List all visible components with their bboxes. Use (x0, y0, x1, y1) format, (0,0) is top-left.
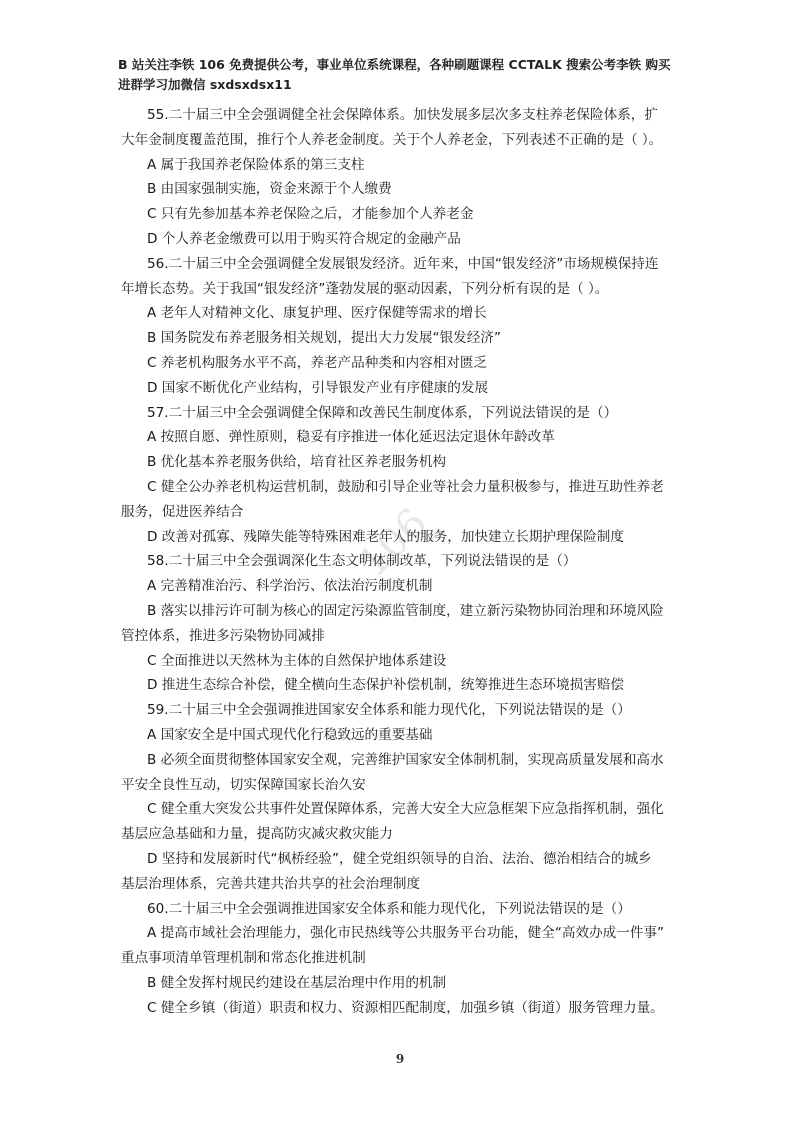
question-55 (121, 103, 684, 252)
question-stem: 57.二十届三中全会强调健全保障和改善民生制度体系，下列说法错误的是（） (147, 404, 618, 421)
option-b: B 由国家强制实施，资金来源于个人缴费 (147, 181, 392, 198)
question-stem: 60.二十届三中全会强调推进国家安全体系和能力现代化，下列说法错误的是（） (147, 900, 631, 917)
page-header (118, 55, 708, 95)
question-stem: 年增长态势。关于我国“银发经济”蓬勃发展的驱动因素，下列分析有误的是（ ）。 (121, 280, 609, 297)
question-stem: 大年金制度覆盖范围，推行个人养老金制度。关于个人养老金，下列表述不正确的是（ ）。 (121, 131, 663, 148)
question-60 (121, 897, 684, 1021)
option-c: C 健全乡镇（街道）职责和权力、资源相匹配制度，加强乡镇（街道）服务管理力量。 (147, 999, 664, 1016)
option-d-continued: 基层治理体系，完善共建共治共享的社会治理制度 (121, 875, 421, 892)
option-d: D 改善对孤寡、残障失能等特殊困难老年人的服务，加快建立长期护理保险制度 (147, 528, 624, 545)
option-b: B 优化基本养老服务供给，培育社区养老服务机构 (147, 454, 447, 471)
option-b: B 国务院发布养老服务相关规划，提出大力发展“银发经济” (147, 330, 501, 347)
page-number: 9 (395, 1052, 405, 1066)
header-line: 进群学习加微信 sxdsxdsx11 (118, 77, 292, 92)
option-c: C 全面推进以天然林为主体的自然保护地体系建设 (147, 652, 447, 669)
option-b: B 落实以排污许可制为核心的固定污染源监管制度，建立新污染物协同治理和环境风险 (147, 602, 664, 619)
option-b-continued: 平安全良性互动，切实保障国家长治久安 (121, 776, 366, 793)
option-d: D 坚持和发展新时代“枫桥经验”，健全党组织领导的自治、法治、德治相结合的城乡 (147, 850, 652, 867)
option-b-continued: 管控体系，推进多污染物协同减排 (121, 627, 325, 644)
question-stem: 58.二十届三中全会强调深化生态文明体制改革，下列说法错误的是（） (147, 553, 577, 570)
question-59 (121, 698, 684, 896)
question-56 (121, 252, 684, 401)
question-58 (121, 549, 684, 698)
question-stem: 59.二十届三中全会强调推进国家安全体系和能力现代化，下列说法错误的是（） (147, 702, 631, 719)
question-57 (121, 401, 684, 550)
option-a: A 老年人对精神文化、康复护理、医疗保健等需求的增长 (147, 305, 487, 322)
question-stem: 56.二十届三中全会强调健全发展银发经济。近年来，中国“银发经济”市场规模保持连 (147, 255, 659, 272)
header-line: B 站关注李铁 106 免费提供公考，事业单位系统课程，各种刷题课程 CCTALK 搜索公考李铁 购买 (118, 57, 671, 72)
option-d: D 国家不断优化产业结构，引导银发产业有序健康的发展 (147, 379, 489, 396)
option-a: A 完善精准治污、科学治污、依法治污制度机制 (147, 578, 433, 595)
option-a: A 提高市域社会治理能力，强化市民热线等公共服务平台功能，健全“高效办成一件事” (147, 925, 665, 942)
option-a: A 属于我国养老保险体系的第三支柱 (147, 156, 365, 173)
option-c-continued: 服务，促进医养结合 (121, 503, 244, 520)
option-d: D 推进生态综合补偿，健全横向生态保护补偿机制，统筹推进生态环境损害赔偿 (147, 677, 624, 694)
option-b: B 健全发挥村规民约建设在基层治理中作用的机制 (147, 974, 447, 991)
option-d: D 个人养老金缴费可以用于购买符合规定的金融产品 (147, 230, 461, 247)
option-a-continued: 重点事项清单管理机制和常态化推进机制 (121, 950, 366, 967)
watermark: 106 (349, 499, 437, 587)
option-b: B 必须全面贯彻整体国家安全观，完善维护国家安全体制机制，实现高质量发展和高水 (147, 751, 664, 768)
option-c-continued: 基层应急基础和力量，提高防灾减灾救灾能力 (121, 826, 393, 843)
option-c: C 健全重大突发公共事件处置保障体系，完善大安全大应急框架下应急指挥机制，强化 (147, 801, 664, 818)
option-c: C 只有先参加基本养老保险之后，才能参加个人养老金 (147, 206, 474, 223)
question-list (121, 103, 684, 1020)
question-stem: 55.二十届三中全会强调健全社会保障体系。加快发展多层次多支柱养老保险体系，扩 (147, 107, 658, 123)
option-c: C 健全公办养老机构运营机制，鼓励和引导企业等社会力量积极参与，推进互助性养老 (147, 478, 664, 495)
option-a: A 国家安全是中国式现代化行稳致远的重要基础 (147, 726, 433, 743)
option-a: A 按照自愿、弹性原则，稳妥有序推进一体化延迟法定退休年龄改革 (147, 429, 555, 446)
option-c: C 养老机构服务水平不高，养老产品种类和内容相对匮乏 (147, 354, 488, 371)
